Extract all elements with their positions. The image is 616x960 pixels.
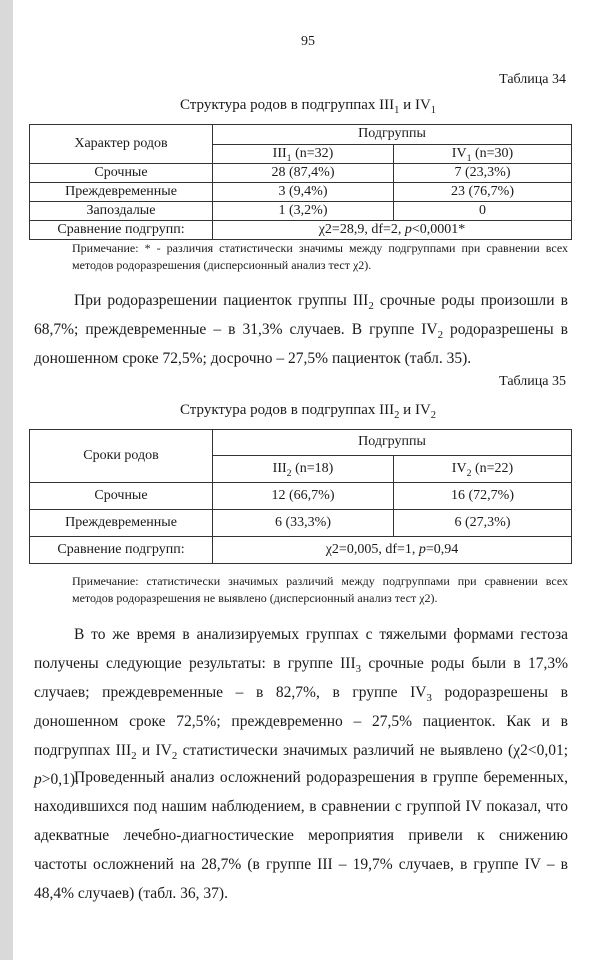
paragraph-1: При родоразрешении пациенток группы $III_2$ срочные роды произошли в 68,7%; преждевременные – в 31,3% случаев. В группе $IV_2$ родоразрешены в доношенном сроке 72,5%; досрочно – 27,5% пациенток (табл. 35). [34,292,569,367]
table-cell: 7 (23,3%) [394,164,572,183]
table-cell: 6 (27,3%) [394,510,572,537]
table-cell: Преждевременные [30,183,213,202]
table-cell: 6 (33,3%) [213,510,394,537]
table-cell: Запоздалые [30,202,213,221]
table-header-cell: $III_1$ (n=32) [213,145,394,164]
table-cell: 12 (66,7%) [213,483,394,510]
table-cell: 0 [394,202,572,221]
table-34-label: Таблица 34 [499,72,566,87]
table-cell: 3 (9,4%) [213,183,394,202]
table-header-cell: Характер родов [30,125,213,164]
table-row [30,510,572,537]
table-35-note: Примечание: статистически значимых различий между подгруппами при сравнении всех методов родоразрешения не выявлено (дисперсионный анализ тест χ2). [72,574,568,605]
table-34-caption: Структура родов в подгруппах $III_1$ и $IV_1$ [179,97,437,116]
table-cell: 16 (72,7%) [394,483,572,510]
table-cell: 1 (3,2%) [213,202,394,221]
table-cell: 23 (76,7%) [394,183,572,202]
page-edge-shadow [0,0,13,960]
table-row [30,483,572,510]
table-cell: Преждевременные [30,510,213,537]
table-cell: Срочные [30,164,213,183]
table-row [30,221,572,240]
table-35-label: Таблица 35 [499,374,566,389]
table-header-cell: Подгруппы [213,430,572,456]
table-cell: Срочные [30,483,213,510]
paragraph-2: В то же время в анализируемых группах с тяжелыми формами гестоза получены следующие результаты: в группе $III_3$ срочные роды были в 17,3% случаев; преждевременные – в 82,7%, в группе $IV_3$ родоразрешены в доношенном сроке 72,5%; преждевременно – 27,5% пациенток. Как и в подгруппах $III_2$ и $IV_2$ статистически значимых различий не выявлено (χ2<0,01; p>0,1). [34,626,569,788]
table-header-cell: $IV_2$ (n=22) [394,456,572,483]
table-34 [29,124,572,240]
page-number: 95 [301,34,315,49]
table-header-cell: $IV_1$ (n=30) [394,145,572,164]
table-35 [29,429,572,564]
table-row [30,202,572,221]
table-row [30,537,572,564]
table-row [30,164,572,183]
table-cell: χ2=0,005, df=1, p=0,94 [213,537,572,564]
table-header-cell: Подгруппы [213,125,572,145]
table-cell: χ2=28,9, df=2, p<0,0001* [213,221,572,240]
table-header-cell: Сроки родов [30,430,213,483]
table-header-cell: $III_2$ (n=18) [213,456,394,483]
table-row [30,183,572,202]
table-cell: 28 (87,4%) [213,164,394,183]
table-cell: Сравнение подгрупп: [30,221,213,240]
table-35-caption: Структура родов в подгруппах $III_2$ и $IV_2$ [179,402,437,421]
table-34-note: Примечание: * - различия статистически значимы между подгруппами при сравнении всех методов родоразрешения (дисперсионный анализ тест χ2). [72,241,568,272]
paragraph-3: Проведенный анализ осложнений родоразрешения в группе беременных, находившихся под нашим наблюдением, в сравнении с группой IV показал, что адекватные лечебно-диагностические мероприятия привели к снижению частоты осложнений на 28,7% (в группе III – 19,7% случаев, в группе IV – в 48,4% случаев) (табл. 36, 37). [34,769,568,902]
table-cell: Сравнение подгрупп: [30,537,213,564]
